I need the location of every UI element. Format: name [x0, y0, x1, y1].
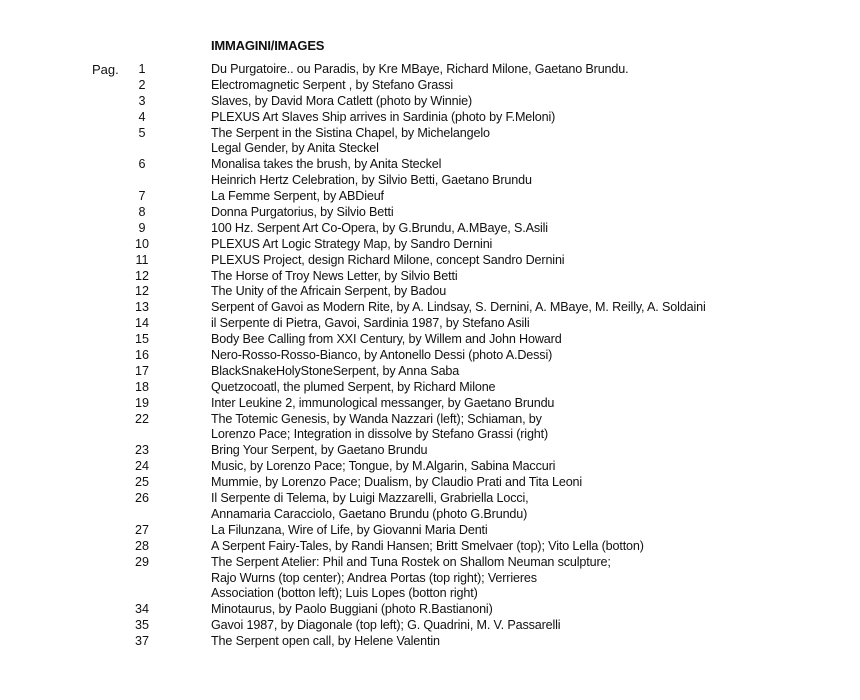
image-index-list	[0, 62, 860, 650]
list-item	[0, 284, 860, 300]
list-item	[0, 555, 860, 571]
page-number: 12	[134, 268, 149, 283]
list-item	[0, 237, 860, 253]
list-item	[0, 507, 860, 523]
page-number: 2	[138, 77, 146, 92]
image-caption: The Serpent in the Sistina Chapel, by Michelangelo	[211, 125, 490, 140]
image-caption: Body Bee Calling from XXI Century, by Willem and John Howard	[211, 332, 562, 347]
image-caption: Lorenzo Pace; Integration in dissolve by Stefano Grassi (right)	[211, 427, 549, 442]
list-item	[0, 316, 860, 332]
list-item	[0, 205, 860, 221]
page-number: 5	[138, 125, 146, 140]
list-item	[0, 157, 860, 173]
image-caption: Heinrich Hertz Celebration, by Silvio Betti, Gaetano Brundu	[211, 173, 532, 188]
image-caption: La Filunzana, Wire of Life, by Giovanni Maria Denti	[211, 522, 488, 537]
image-caption: Rajo Wurns (top center); Andrea Portas (top right); Verrieres	[211, 570, 537, 585]
list-item	[0, 269, 860, 285]
page-number: 16	[134, 348, 149, 363]
page-number: 26	[134, 491, 149, 506]
page-number: 9	[138, 220, 146, 235]
image-caption: Nero-Rosso-Rosso-Bianco, by Antonello Dessi (photo A.Dessi)	[211, 348, 553, 363]
image-caption: Electromagnetic Serpent , by Stefano Grassi	[211, 77, 454, 92]
page-number: 28	[134, 538, 149, 553]
image-caption: A Serpent Fairy-Tales, by Randi Hansen; Britt Smelvaer (top); Vito Lella (botton)	[211, 538, 644, 553]
page-number: 13	[134, 300, 149, 315]
list-item	[0, 539, 860, 555]
image-caption: Legal Gender, by Anita Steckel	[211, 141, 379, 156]
page-number: 1	[138, 62, 146, 76]
list-item	[0, 396, 860, 412]
image-caption: Donna Purgatorius, by Silvio Betti	[211, 205, 394, 220]
page-number: 17	[134, 363, 149, 378]
image-caption: Du Purgatoire.. ou Paradis, by Kre MBaye, Richard Milone, Gaetano Brundu.	[211, 62, 629, 76]
image-caption: Slaves, by David Mora Catlett (photo by Winnie)	[211, 93, 473, 108]
page-number: 35	[134, 618, 149, 633]
page-number: 15	[134, 332, 149, 347]
list-item	[0, 62, 860, 78]
image-caption: Music, by Lorenzo Pace; Tongue, by M.Algarin, Sabina Maccuri	[211, 459, 556, 474]
page-number: 24	[134, 459, 149, 474]
page-number: 11	[135, 252, 149, 267]
page-number: 4	[138, 109, 146, 124]
list-item	[0, 427, 860, 443]
page-number: 14	[134, 316, 149, 331]
page-number: 10	[134, 236, 149, 251]
list-item	[0, 380, 860, 396]
page-number: 23	[134, 443, 149, 458]
page-number: 7	[138, 189, 146, 204]
list-item	[0, 364, 860, 380]
image-caption: The Unity of the Africain Serpent, by Badou	[211, 284, 447, 299]
list-item	[0, 173, 860, 189]
list-item	[0, 78, 860, 94]
page-number: 22	[134, 411, 149, 426]
page-number: 6	[138, 157, 146, 172]
list-item	[0, 602, 860, 618]
list-item	[0, 618, 860, 634]
image-caption: Bring Your Serpent, by Gaetano Brundu	[211, 443, 428, 458]
list-item	[0, 332, 860, 348]
list-item	[0, 491, 860, 507]
list-item	[0, 586, 860, 602]
page-number: 37	[134, 634, 149, 649]
list-item	[0, 348, 860, 364]
image-caption: The Totemic Genesis, by Wanda Nazzari (left); Schiaman, by	[211, 411, 542, 426]
list-item	[0, 141, 860, 157]
image-caption: PLEXUS Art Slaves Ship arrives in Sardinia (photo by F.Meloni)	[211, 109, 556, 124]
list-item	[0, 300, 860, 316]
list-item	[0, 412, 860, 428]
page-number: 27	[134, 522, 149, 537]
image-caption: Inter Leukine 2, immunological messanger, by Gaetano Brundu	[211, 395, 555, 410]
image-caption: PLEXUS Project, design Richard Milone, concept Sandro Dernini	[211, 252, 565, 267]
image-caption: 100 Hz. Serpent Art Co-Opera, by G.Brundu, A.MBaye, S.Asili	[211, 220, 548, 235]
index-heading: IMMAGINI/IMAGES	[211, 38, 325, 53]
list-item	[0, 253, 860, 269]
image-caption: BlackSnakeHolyStoneSerpent, by Anna Saba	[211, 363, 460, 378]
list-item	[0, 221, 860, 237]
list-item	[0, 94, 860, 110]
image-caption: il Serpente di Pietra, Gavoi, Sardinia 1987, by Stefano Asili	[211, 316, 530, 331]
image-caption: Annamaria Caracciolo, Gaetano Brundu (photo G.Brundu)	[211, 506, 528, 521]
image-caption: Mummie, by Lorenzo Pace; Dualism, by Claudio Prati and Tita Leoni	[211, 475, 583, 490]
page-number: 8	[138, 205, 146, 220]
image-caption: Association (botton left); Luis Lopes (botton right)	[211, 586, 478, 601]
image-caption: Quetzocoatl, the plumed Serpent, by Richard Milone	[211, 379, 496, 394]
list-item	[0, 126, 860, 142]
list-item	[0, 443, 860, 459]
page-number: 12	[134, 284, 149, 299]
image-caption: Serpent of Gavoi as Modern Rite, by A. Lindsay, S. Dernini, A. MBaye, M. Reilly, A. Soldaini	[211, 300, 706, 315]
image-caption: Monalisa takes the brush, by Anita Steckel	[211, 157, 442, 172]
page-number: 29	[134, 554, 149, 569]
page-column-label: Pag.	[92, 62, 119, 77]
image-caption: Minotaurus, by Paolo Buggiani (photo R.Bastianoni)	[211, 602, 493, 617]
page-number: 25	[134, 475, 149, 490]
image-caption: Il Serpente di Telema, by Luigi Mazzarelli, Grabriella Locci,	[211, 491, 529, 506]
image-caption: La Femme Serpent, by ABDieuf	[211, 189, 384, 204]
image-caption: The Serpent open call, by Helene Valentin	[211, 634, 440, 649]
page-number: 18	[134, 379, 149, 394]
list-item	[0, 110, 860, 126]
image-caption: The Horse of Troy News Letter, by Silvio Betti	[211, 268, 458, 283]
list-item	[0, 571, 860, 587]
image-caption: Gavoi 1987, by Diagonale (top left); G. Quadrini, M. V. Passarelli	[211, 618, 561, 633]
page-number: 34	[134, 602, 149, 617]
list-item	[0, 523, 860, 539]
page-number: 19	[134, 395, 149, 410]
list-item	[0, 459, 860, 475]
list-item	[0, 189, 860, 205]
image-caption: The Serpent Atelier: Phil and Tuna Rostek on Shallom Neuman sculpture;	[211, 554, 611, 569]
list-item	[0, 634, 860, 650]
page-number: 3	[138, 93, 146, 108]
image-caption: PLEXUS Art Logic Strategy Map, by Sandro Dernini	[211, 236, 493, 251]
list-item	[0, 475, 860, 491]
